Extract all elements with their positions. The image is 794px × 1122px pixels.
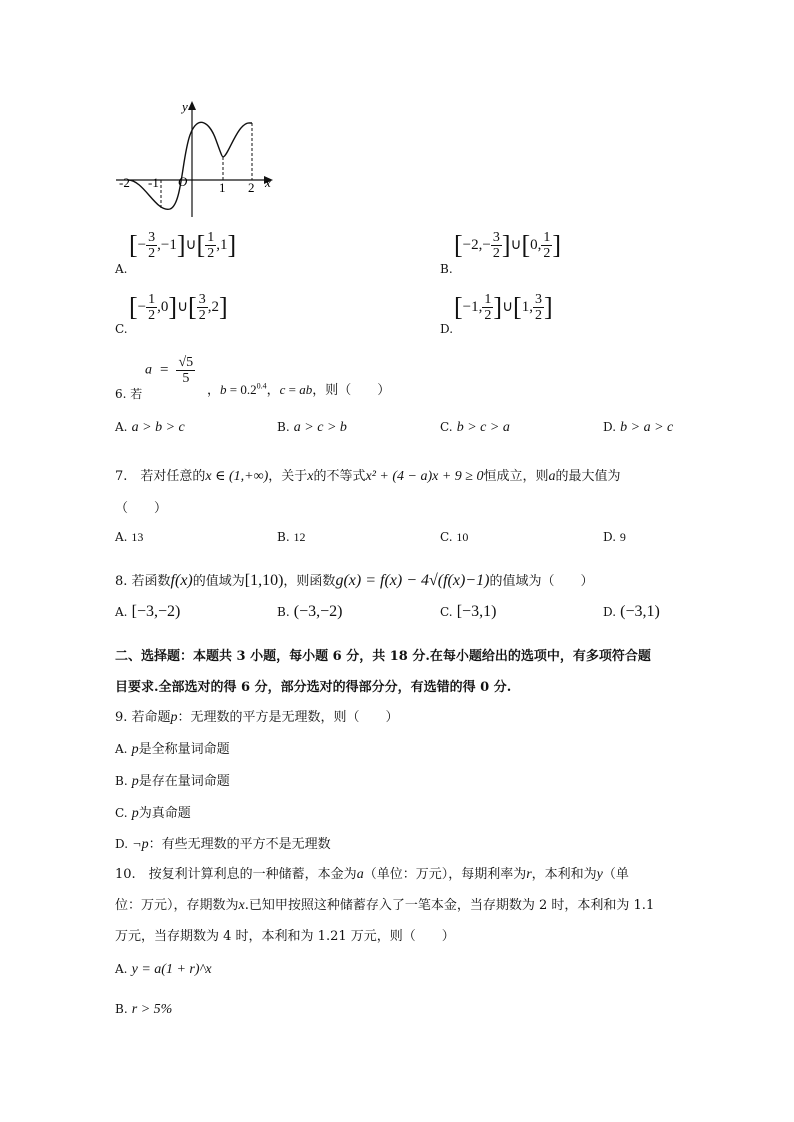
q10-var-a: a [356,867,364,882]
q7-option-d[interactable] [603,530,626,545]
option-math: [−3,1) [456,603,497,620]
q10-line2 [115,894,654,914]
q6-option-d[interactable] [603,420,673,436]
option-text: 是全称量词命题 [138,742,230,757]
graph-tick-neg2: -2 [119,175,130,190]
q10-var-x: x [238,898,245,913]
q8-text-1: 8. 若函数 [115,574,171,589]
option-math: b > c > a [456,420,510,435]
option-symbol: ¬p [132,837,149,852]
option-math: (−3,−2) [293,603,343,620]
q10-text: （单 [602,867,629,882]
option-letter: A. [115,742,128,756]
option-letter: A. [115,530,128,544]
q6-a-expr: a = $\frac{√5}{5}$ [145,355,194,386]
q7-var-a: a [548,469,556,484]
q7-inequality: x² + (4 − a)x + 9 ≥ 0 [365,469,484,484]
option-letter: A. [115,962,128,976]
option-text: 为真命题 [138,806,191,821]
option-letter: B. [115,774,128,788]
option-letter: D. [440,322,454,336]
q5-option-b-math: [−2,− $\frac{3}{2}$ ]∪[0, $\frac{1}{2}$ ] [454,230,562,261]
q10-var-y: y [596,867,603,882]
q10-text: 位：万元），存期数为 [115,898,239,913]
option-math: (−3,1) [620,603,660,620]
option-math: [−3,−2) [131,603,181,620]
q7-paren: （ ） [115,501,168,516]
q7-text-1: 7. 若对任意的 [115,469,206,484]
q6-option-a[interactable] [115,420,185,436]
option-letter: D. [603,530,617,544]
option-math: a > c > b [293,420,347,435]
graph-y-label: y [182,99,188,114]
q8-gx: g(x) = f(x) − 4√(f(x)−1) [335,572,490,589]
q6-rest: ，$b = 0.2^{0.4}$，c = ab，则（ ） [207,381,391,398]
option-letter: A. [115,262,128,276]
q8-text-3: ，则函数 [283,574,336,589]
option-math: b > a > c [620,420,674,435]
q10-line3: 万元，当存期数为 4 时，本利和为 1.21 万元，则（ ） [115,929,455,944]
function-graph [110,95,280,225]
q7-text-2: ，关于 [268,469,308,484]
option-letter: C. [440,605,453,619]
option-value: 10 [456,530,469,544]
section2-header-line2: 目要求.全部选对的得 6 分，部分选对的得部分分，有选错的得 0 分. [115,680,512,695]
q10-option-b[interactable] [115,1002,172,1018]
q10-text: .已知甲按照这种储蓄存入了一笔本金，当存期数为 2 时，本利和为 1.1 [244,898,655,913]
q8-option-c[interactable] [440,603,496,621]
graph-tick-neg1: -1 [148,175,159,190]
option-letter: D. [603,605,617,619]
q10-option-a[interactable] [115,962,212,978]
q7-stem [115,465,621,485]
q5-option-d-math: [−1, $\frac{1}{2}$ ]∪[1, $\frac{3}{2}$ ] [454,292,553,323]
option-value: 13 [131,530,144,544]
q9-option-b[interactable] [115,770,230,790]
graph-tick-1: 1 [219,180,226,195]
q8-option-a[interactable] [115,603,180,621]
q8-text-2: 的值域为 [192,574,245,589]
option-math: y = a(1 + r)^x [131,962,212,977]
section2-header-line1: 二、选择题：本题共 3 小题，每小题 6 分，共 18 分.在每小题给出的选项中，有多项符合题 [115,649,651,664]
option-letter: A. [115,420,128,434]
option-text: 是存在量词命题 [138,774,230,789]
option-text: ：有些无理数的平方不是无理数 [148,837,331,852]
option-letter: B. [277,420,290,434]
q7-option-c[interactable] [440,530,468,545]
option-letter: D. [603,420,617,434]
option-letter: C. [115,806,128,820]
q8-text-4: 的值域为（ ） [489,574,594,589]
option-math: r > 5% [131,1002,173,1017]
q7-text-3: 的不等式 [313,469,366,484]
q10-line1 [115,863,629,883]
option-letter: C. [115,322,128,336]
q10-var-r: r [526,867,532,882]
q7-text-5: 的最大值为 [555,469,621,484]
q10-text: 10. 按复利计算利息的一种储蓄，本金为 [115,867,357,882]
option-letter: C. [440,420,453,434]
option-symbol: p [131,774,139,789]
option-value: 9 [619,530,626,544]
q8-stem [115,570,593,590]
option-symbol: p [131,806,139,821]
q8-range: [1,10) [244,572,284,589]
graph-origin-label: O [178,174,188,189]
q9-text-1: 9. 若命题 [115,710,171,725]
option-letter: C. [440,530,453,544]
option-letter: B. [277,605,290,619]
option-math: a > b > c [131,420,185,435]
option-letter: B. [115,1002,128,1016]
q9-option-a[interactable] [115,738,230,758]
q10-text: （单位：万元），每期利率为 [363,867,527,882]
q7-option-a[interactable] [115,530,143,545]
q6-option-b[interactable] [277,420,347,436]
q7-text-4: 恒成立，则 [483,469,549,484]
q5-option-a-math: [− $\frac{3}{2}$ ,−1]∪[ $\frac{1}{2}$ ,1] [129,230,237,261]
option-letter: B. [440,262,453,276]
option-letter: D. [115,837,129,851]
option-symbol: p [131,742,139,757]
q10-text: ，本利和为 [531,867,597,882]
q9-var-p: p [170,710,178,725]
option-letter: A. [115,605,128,619]
q9-option-d[interactable] [115,833,331,853]
q7-option-b[interactable] [277,530,305,545]
graph-tick-2: 2 [248,180,255,195]
q8-fx: f(x) [170,572,193,589]
q6-option-c[interactable] [440,420,510,436]
q6-number: 6. 若 [115,387,143,401]
q9-stem [115,706,399,726]
q7-var-x: x [307,469,314,484]
q5-option-c-math: [− $\frac{1}{2}$ ,0]∪[ $\frac{3}{2}$ ,2] [129,292,228,323]
q7-domain: x ∈ (1,+∞) [205,469,269,484]
graph-x-label: x [265,175,271,190]
q9-option-c[interactable] [115,802,191,822]
option-value: 12 [293,530,306,544]
q9-text-2: ：无理数的平方是无理数，则（ ） [177,710,399,725]
option-letter: B. [277,530,290,544]
q8-option-d[interactable] [603,603,660,621]
q8-option-b[interactable] [277,603,342,621]
